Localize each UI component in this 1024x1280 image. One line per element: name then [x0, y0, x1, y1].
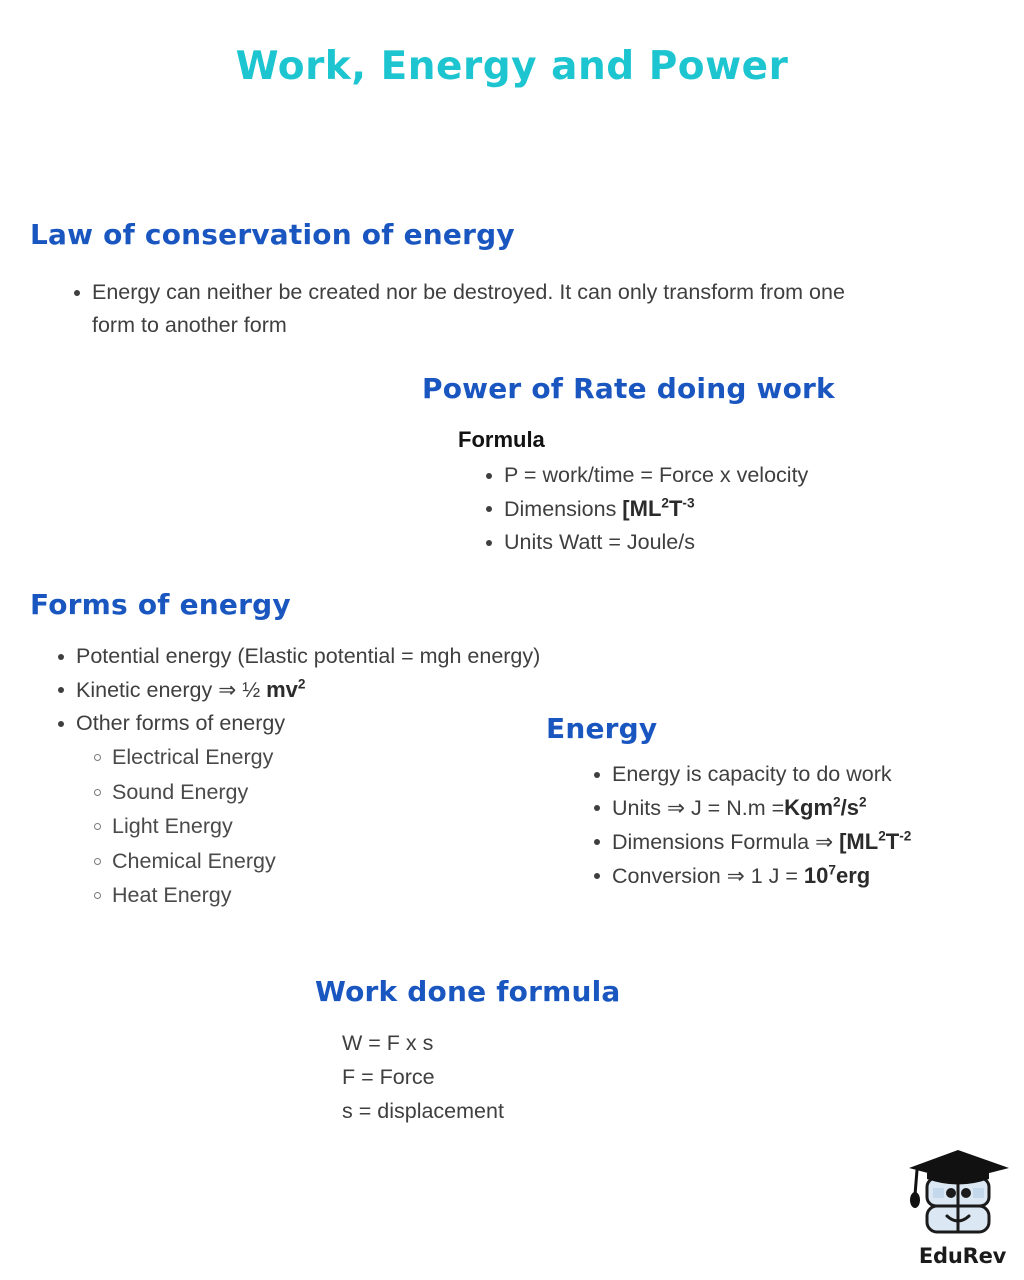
forms-sub-bullet-list — [52, 740, 652, 913]
power-bullet-3-text: Units Watt = Joule/s — [504, 530, 695, 554]
work-content — [342, 1026, 742, 1128]
list-item — [52, 640, 652, 673]
energy-bullet-1-text: Energy is capacity to do work — [612, 762, 892, 786]
section-heading-forms: Forms of energy — [30, 588, 291, 621]
formula-base: 10 — [803, 863, 829, 888]
energy-conversion-formula — [804, 863, 870, 888]
forms-sub-4: Chemical Energy — [112, 848, 276, 873]
work-line-1: W = F x s — [342, 1031, 434, 1055]
formula-mid: T — [668, 496, 683, 521]
formula-mid: /s — [840, 795, 859, 820]
list-item — [588, 859, 1008, 893]
formula-superscript: 2 — [833, 794, 841, 810]
energy-content — [588, 758, 1008, 893]
forms-content — [52, 640, 652, 913]
power-bullet-2-text: Dimensions — [504, 497, 623, 521]
energy-bullet-2-text: Units ⇒ J = N.m = — [612, 796, 785, 820]
power-bullet-1-text: P = work/time = Force x velocity — [504, 463, 809, 487]
energy-dimensions-formula — [839, 829, 911, 854]
page-title: Work, Energy and Power — [235, 44, 789, 89]
formula-superscript: -3 — [682, 495, 695, 511]
formula-superscript: 2 — [661, 495, 669, 511]
forms-bullet-3-text: Other forms of energy — [76, 711, 286, 735]
list-item — [88, 844, 652, 879]
work-line-2: F = Force — [342, 1065, 435, 1089]
energy-bullet-list — [588, 758, 1008, 893]
energy-units-formula — [784, 795, 866, 820]
power-content — [458, 425, 928, 559]
edurev-logo-text: EduRev — [918, 1244, 1007, 1268]
formula-base: mv — [266, 677, 298, 702]
formula-superscript: -2 — [899, 828, 912, 844]
formula-mid: erg — [835, 863, 871, 888]
edurev-logo — [905, 1148, 1020, 1273]
formula-superscript: 7 — [828, 862, 836, 878]
formula-mid: T — [885, 829, 900, 854]
conservation-bullet-1-text: Energy can neither be created nor be destroyed. It can only transform from one form to another form — [92, 280, 845, 337]
graduation-cap-book-mascot-icon — [905, 1148, 1020, 1243]
section-heading-power: Power of Rate doing work — [422, 372, 835, 405]
formula-base: Kgm — [784, 795, 834, 820]
forms-bullet-2-text: Kinetic energy ⇒ ½ — [76, 678, 267, 702]
forms-sub-1: Electrical Energy — [112, 745, 274, 769]
energy-bullet-4-text: Conversion ⇒ 1 J = — [612, 864, 804, 888]
formula-superscript: 2 — [297, 676, 306, 692]
list-item — [588, 825, 1008, 859]
list-item — [88, 809, 652, 844]
list-item — [88, 878, 652, 913]
section-heading-conservation: Law of conservation of energy — [30, 218, 515, 251]
list-item — [480, 526, 928, 559]
kinetic-energy-formula — [266, 677, 305, 702]
section-heading-work: Work done formula — [315, 975, 621, 1008]
forms-sub-2: Sound Energy — [112, 779, 249, 804]
formula-superscript: 2 — [858, 794, 867, 810]
forms-sub-5: Heat Energy — [112, 883, 232, 907]
section-heading-energy: Energy — [546, 712, 658, 745]
power-dimensions-formula — [622, 496, 694, 521]
list-item — [52, 673, 652, 707]
formula-base: [ML — [622, 496, 662, 521]
conservation-content — [68, 276, 878, 342]
list-item — [480, 492, 928, 526]
energy-bullet-3-text: Dimensions Formula ⇒ — [612, 830, 840, 854]
list-item — [480, 459, 928, 492]
list-item — [588, 758, 1008, 791]
list-item — [588, 791, 1008, 825]
power-formula-label: Formula — [458, 427, 545, 452]
formula-superscript: 2 — [878, 828, 886, 844]
list-item — [88, 740, 652, 775]
forms-sub-3: Light Energy — [112, 814, 233, 838]
work-line-3: s = displacement — [342, 1099, 504, 1123]
power-bullet-list — [458, 459, 928, 559]
conservation-bullet-list — [68, 276, 878, 342]
list-item — [68, 276, 878, 342]
list-item — [88, 775, 652, 810]
formula-base: [ML — [839, 829, 879, 854]
forms-bullet-1-text: Potential energy (Elastic potential = mgh energy) — [76, 644, 541, 668]
